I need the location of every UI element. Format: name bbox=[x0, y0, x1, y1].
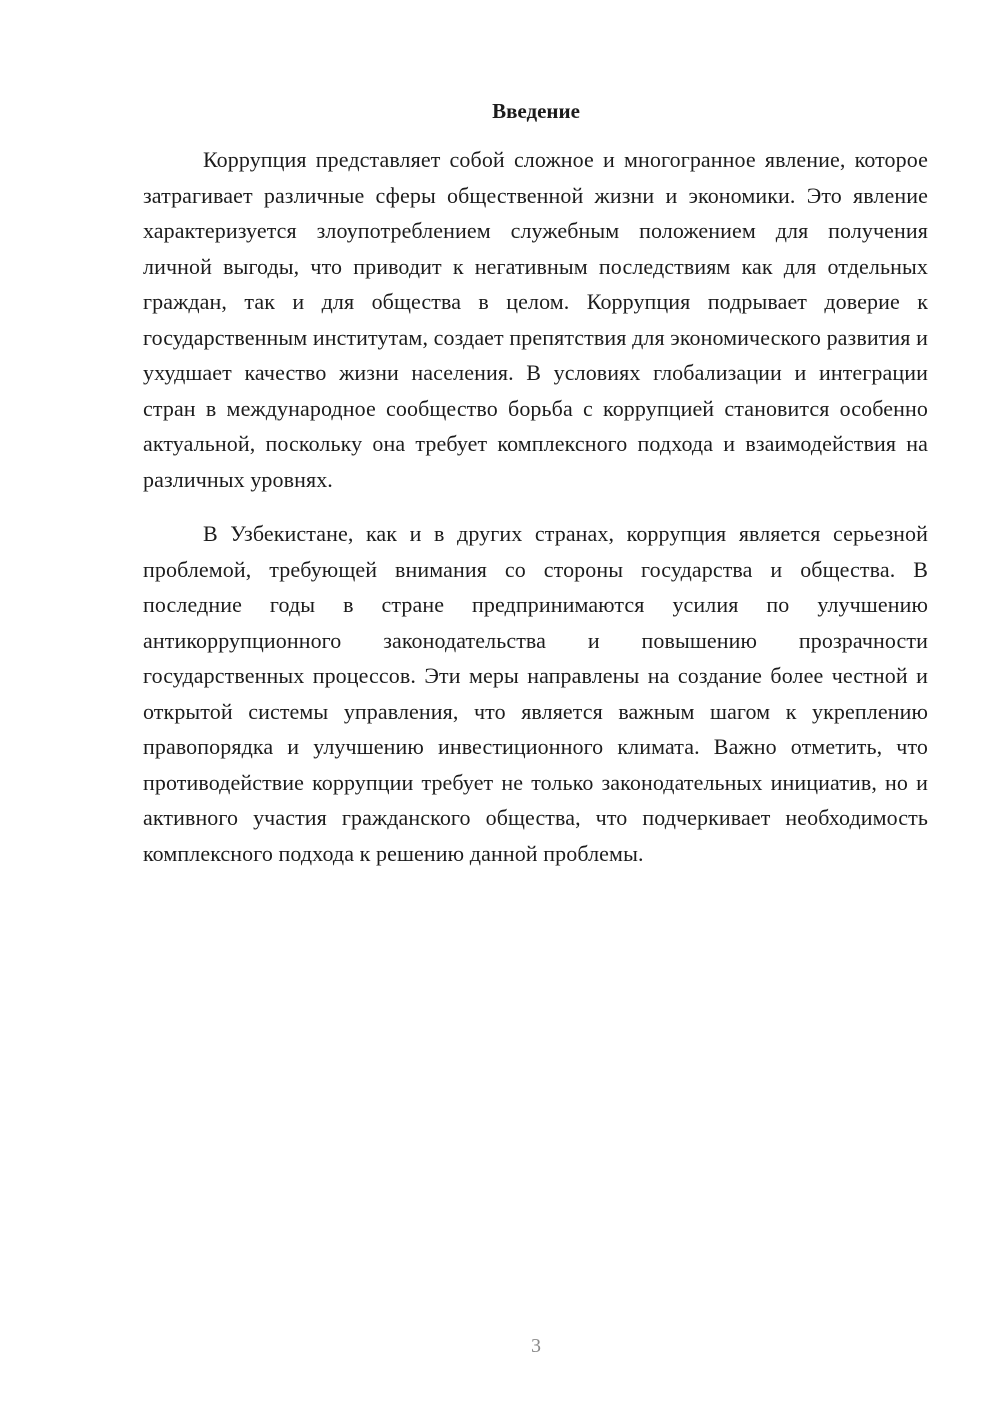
section-title: Введение bbox=[492, 99, 580, 123]
paragraph-2: В Узбекистане, как и в других странах, коррупция является серьезной проблемой, требующей внимания со стороны государства и общества. В последние годы в стране предпринимаются усилия по улучшению антикоррупционного законодательства и повышению прозрачности государственных процессов. Эти меры направлены на создание более честной и открытой системы управления, что является важным шагом к укреплению правопорядка и улучшению инвестиционного климата. Важно отметить, что противодействие коррупции требует не только законодательных инициатив, но и активного участия гражданского общества, что подчеркивает необходимость комплексного подхода к решению данной проблемы. bbox=[143, 521, 928, 866]
paragraph-1: Коррупция представляет собой сложное и многогранное явление, которое затрагивает различные сферы общественной жизни и экономики. Это явление характеризуется злоупотреблением служебным положением для получения личной выгоды, что приводит к негативным последствиям как для отдельных граждан, так и для общества в целом. Коррупция подрывает доверие к государственным институтам, создает препятствия для экономического развития и ухудшает качество жизни населения. В условиях глобализации и интеграции стран в международное сообщество борьба с коррупцией становится особенно актуальной, поскольку она требует комплексного подхода и взаимодействия на различных уровнях. bbox=[143, 147, 928, 492]
body-text bbox=[143, 142, 928, 871]
page-number: 3 bbox=[531, 1335, 541, 1357]
